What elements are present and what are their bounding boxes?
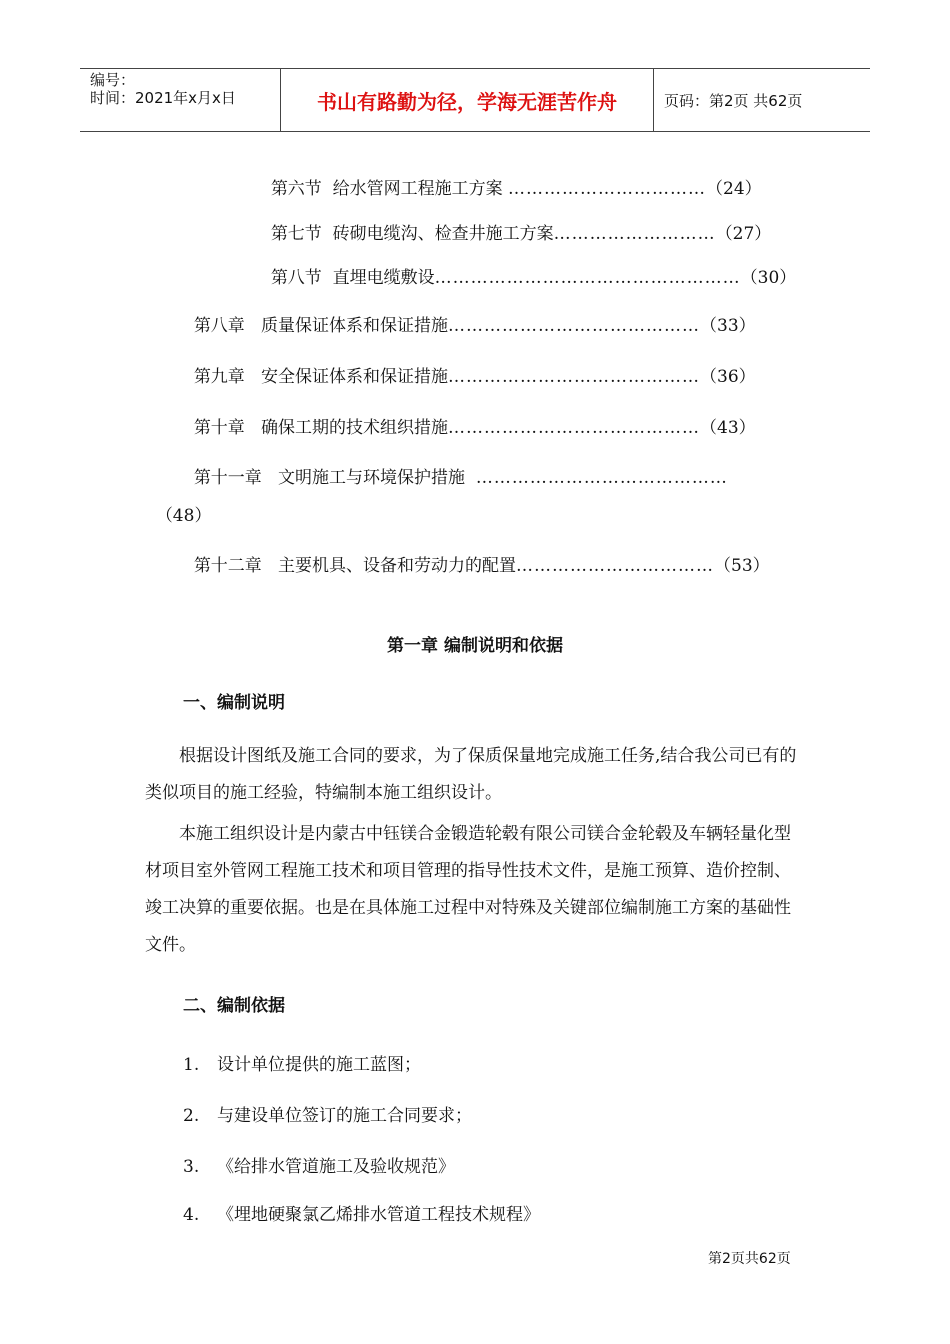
list-number: 4. [183,1205,200,1225]
list-number: 2. [183,1106,200,1126]
header-page-label: 页码：第2页 共62页 [664,91,803,110]
toc-line [183,291,756,336]
toc-dots: …………………………………… [448,418,701,438]
toc-title: 第七节 砖砌电缆沟、检查井施工方案 [270,224,554,244]
toc-line [183,393,756,438]
toc-title: 第六节 给水管网工程施工方案 [270,179,509,199]
toc-title: 第十一章 文明施工与环境保护措施 [193,468,476,488]
toc-line [183,531,770,576]
toc-page: （53） [714,556,770,576]
toc-line [260,154,762,199]
toc-line [260,199,771,244]
list-item [183,1152,455,1177]
toc-line [183,443,728,488]
chapter-title: 第一章 编制说明和依据 [387,636,563,656]
toc-page: （48） [155,506,212,526]
list-text: 与建设单位签订的施工合同要求； [217,1106,472,1126]
list-number: 1. [183,1055,200,1075]
toc-title: 第十章 确保工期的技术组织措施 [193,418,449,438]
toc-dots: …………………………………………… [434,268,741,288]
toc-title: 第八章 质量保证体系和保证措施 [193,316,449,336]
list-number: 3. [183,1157,200,1177]
list-text: 《给排水管道施工及验收规范》 [217,1157,455,1177]
toc-page: （36） [700,367,756,387]
toc-dots: …………………………… [516,556,715,576]
time-label: 时间：2021年x月x日 [90,89,236,107]
toc-line-wrap [145,481,211,526]
header-motto: 书山有路勤为径，学海无涯苦作舟 [280,69,654,131]
paragraph: 根据设计图纸及施工合同的要求，为了保质保量地完成施工任务,结合我公司已有的类似项目的施工经验，特编制本施工组织设计。 [145,746,797,803]
page-footer: 第2页共62页 [708,1251,791,1267]
list-text: 设计单位提供的施工蓝图； [217,1055,421,1075]
toc-title: 第九章 安全保证体系和保证措施 [193,367,449,387]
toc-page: （30） [740,268,797,288]
toc-line [260,243,796,288]
section-heading: 一、编制说明 [183,693,285,713]
code-label: 编号： [90,71,136,89]
list-text: 《埋地硬聚氯乙烯排水管道工程技术规程》 [217,1205,540,1225]
toc-dots: ……………………… [553,224,716,244]
toc-page: （33） [700,316,756,336]
toc-dots: …………………………………… [448,367,701,387]
toc-dots: …………………………… [508,179,707,199]
toc-page: （24） [706,179,762,199]
toc-page: （27） [715,224,772,244]
toc-page: （43） [700,418,756,438]
toc-title: 第十二章 主要机具、设备和劳动力的配置 [193,556,517,576]
list-item [183,1200,540,1225]
page-header [80,68,870,132]
toc-dots: …………………………………… [475,468,728,488]
toc-dots: …………………………………… [448,316,701,336]
header-meta [80,69,280,131]
list-item [183,1101,472,1126]
list-item [183,1050,421,1075]
paragraph: 本施工组织设计是内蒙古中钰镁合金锻造轮毂有限公司镁合金轮毂及车辆轻量化型材项目室外管网工程施工技术和项目管理的指导性技术文件，是施工预算、造价控制、竣工决算的重要依据。也是在具体施工过程中对特殊及关键部位编制施工方案的基础性文件。 [145,824,791,955]
toc-title: 第八节 直埋电缆敷设 [270,268,435,288]
section-heading: 二、编制依据 [183,996,285,1016]
toc-line [183,342,756,387]
